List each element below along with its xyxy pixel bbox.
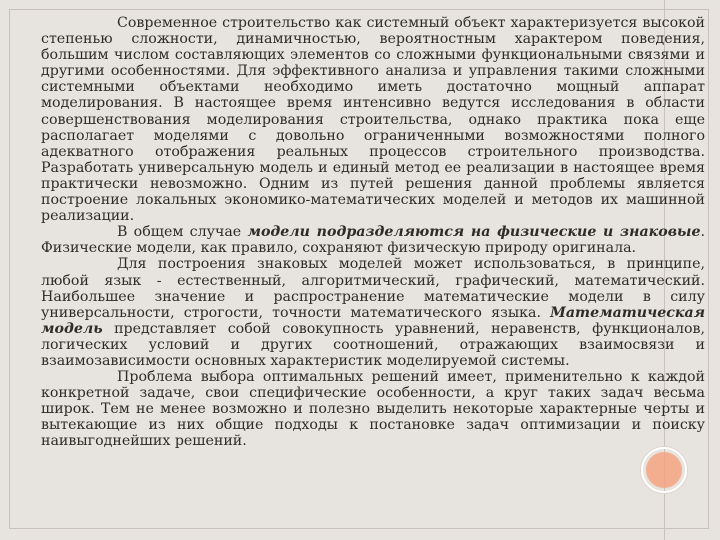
document-body [41,15,705,450]
paragraph-2 [41,224,705,256]
paragraph-2-rest: . Физические модели, как правило, сохраняют физическую природу оригинала. [41,224,705,257]
paragraph-3-emphasis: Математическая модель [41,304,705,337]
paragraph-3 [41,256,705,369]
paragraph-1-text: Современное строительство как системный объект характеризуется высокой степенью сложности, динамичностью, вероятностным характером поведения, большим числом составляющих элементов со сложными функциональными связями и другими особенностями. Для эффективного анализа и управления такими сложными системными объектами необходимо иметь достаточно мощный аппарат моделирования. В настоящее время интенсивно ведутся исследования в области совершенствования моделирования строительства, однако практика пока еще располагает моделями с довольно ограниченными возможностями полного адекватного отображения реальных процессов строительного производства. Разработать универсальную модель и единый метод ее реализации в настоящее время практически невозможно. Одним из путей решения данной проблемы является построение локальных экономико-математических моделей и методов их машинной реализации. [41,15,705,225]
accent-circle [646,452,682,488]
paragraph-2-intro: В общем случае [117,224,248,241]
paragraph-2-emphasis: модели подразделяются на физические и знаковые [247,224,701,241]
paragraph-3-intro: Для построения знаковых моделей может использоваться, в принципе, любой язык - естественный, алгоритмический, графический, математический. Наибольшее значение и распространение математические модели в силу универсальности, строгости, точности математического языка. [41,256,705,321]
paragraph-4 [41,369,705,449]
paragraph-3-rest: представляет собой совокупность уравнений, неравенств, функционалов, логических условий и других соотношений, отражающих взаимосвязи и взаимозависимости основных характеристик моделируемой системы. [41,320,705,369]
paragraph-4-text: Проблема выбора оптимальных решений имеет, применительно к каждой конкретной задаче, свои специфические особенности, а круг таких задач весьма широк. Тем не менее возможно и полезно выделить некоторые характерные черты и вытекающие из них общие подходы к постановке задач оптимизации и поиску наивыгоднейших решений. [41,369,705,450]
paragraph-1 [41,15,705,224]
